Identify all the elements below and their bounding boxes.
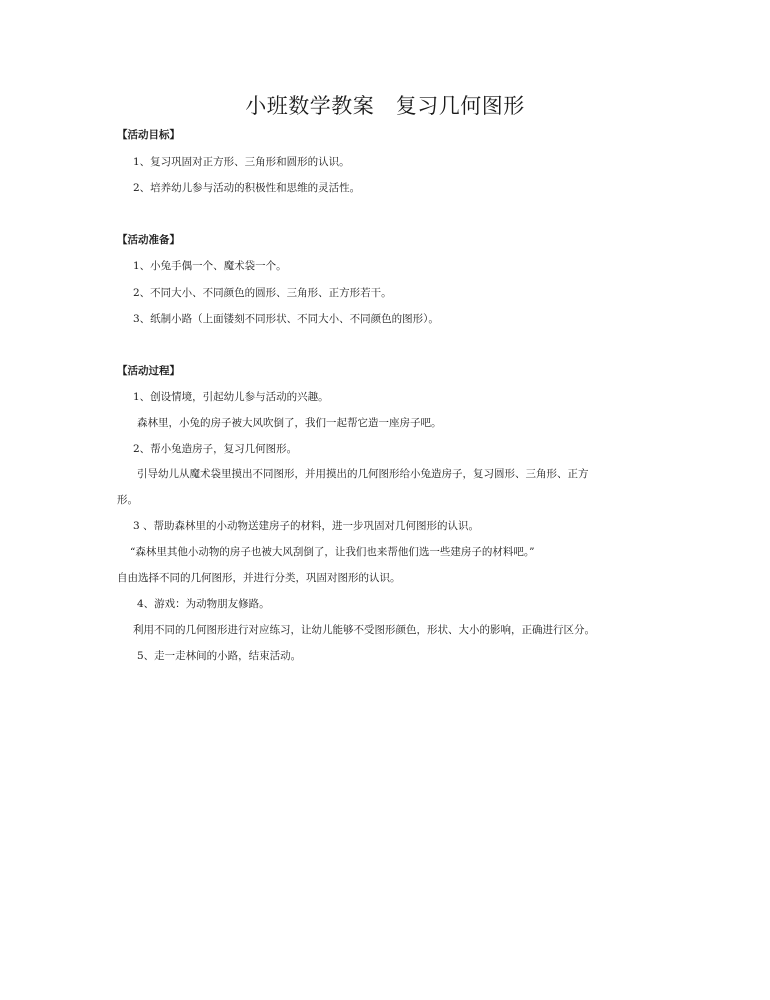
goal-line-1: 1、复习巩固对正方形、三角形和圆形的认识。 bbox=[133, 156, 350, 168]
process-line-1: 1、创设情境，引起幼儿参与活动的兴趣。 bbox=[133, 391, 329, 403]
process-line-5: 形。 bbox=[117, 494, 138, 506]
document-title: 小班数学教案 复习几何图形 bbox=[245, 94, 525, 118]
process-line-7: “森林里其他小动物的房子也被大风刮倒了，让我们也来帮他们选一些建房子的材料吧。” bbox=[130, 546, 535, 558]
process-line-2: 森林里，小兔的房子被大风吹倒了，我们一起帮它造一座房子吧。 bbox=[137, 417, 442, 429]
process-line-6: 3 、帮助森林里的小动物送建房子的材料，进一步巩固对几何图形的认识。 bbox=[133, 520, 480, 532]
prep-line-3: 3、纸制小路（上面镂刻不同形状、不同大小、不同颜色的图形）。 bbox=[133, 313, 439, 325]
section-heading-process: 【活动过程】 bbox=[117, 365, 180, 377]
process-line-4: 引导幼儿从魔术袋里摸出不同图形，并用摸出的几何图形给小兔造房子，复习圆形、三角形、正方 bbox=[137, 468, 589, 480]
goal-line-2: 2、培养幼儿参与活动的积极性和思维的灵活性。 bbox=[133, 182, 361, 194]
section-heading-goals: 【活动目标】 bbox=[117, 129, 180, 141]
process-line-10: 利用不同的几何图形进行对应练习，让幼儿能够不受图形颜色，形状、大小的影响，正确进行区分。 bbox=[133, 624, 595, 636]
process-line-3: 2、帮小兔造房子，复习几何图形。 bbox=[133, 443, 298, 455]
prep-line-1: 1、小兔手偶一个、魔术袋一个。 bbox=[133, 260, 287, 272]
process-line-11: 5、走一走林间的小路，结束活动。 bbox=[137, 650, 302, 662]
section-heading-preparation: 【活动准备】 bbox=[117, 234, 180, 246]
process-line-9: 4、游戏：为动物朋友修路。 bbox=[137, 598, 270, 610]
prep-line-2: 2、不同大小、不同颜色的圆形、三角形、正方形若干。 bbox=[133, 287, 392, 299]
process-line-8: 自由选择不同的几何图形，并进行分类，巩固对图形的认识。 bbox=[117, 572, 401, 584]
